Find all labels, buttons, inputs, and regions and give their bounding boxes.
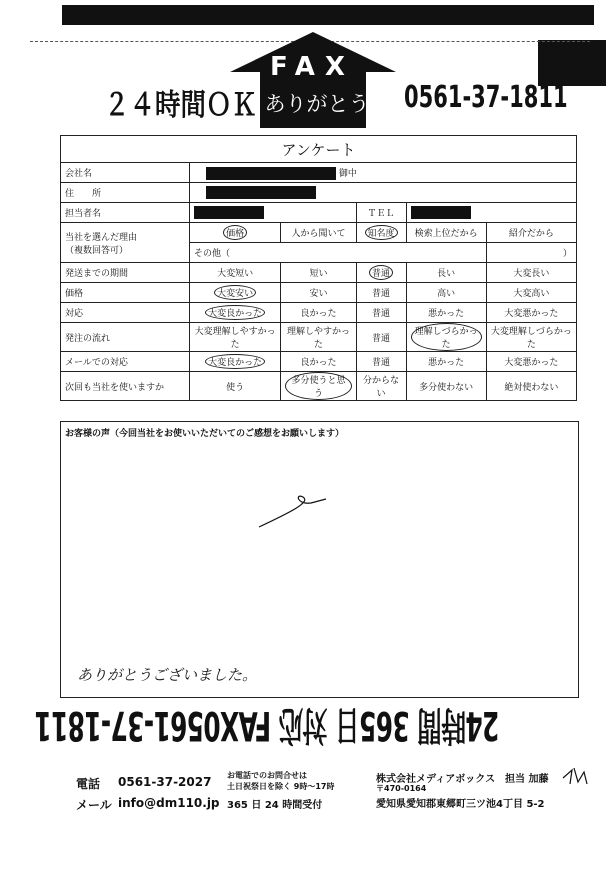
customer-voice-label: お客様の声（今回当社をお使いいただいてのご感想をお願いします）: [65, 429, 345, 439]
option-cell[interactable]: 普通: [356, 303, 406, 323]
mirrored-banner: 24時間 365日 対応 FAX0561-37-1811: [34, 702, 500, 748]
row-label: 価格: [61, 283, 190, 303]
option-cell[interactable]: 良かった: [281, 352, 356, 372]
footer-tel[interactable]: 0561-37-2027: [118, 775, 212, 789]
row-label: 発送までの期間: [61, 263, 190, 283]
company-suffix: 御中: [338, 168, 357, 179]
ok-24h: ２４時間ＯＫ: [104, 88, 257, 123]
option-cell[interactable]: 大変理解しやすかった: [190, 323, 281, 352]
reason-option[interactable]: 知名度: [356, 223, 406, 243]
option-cell[interactable]: 大変良かった: [190, 303, 281, 323]
footer-person: 担当 加藤: [505, 774, 549, 785]
footer-phone-note-1: お電話でのお問合せは: [227, 771, 307, 780]
option-cell[interactable]: 普通: [356, 283, 406, 303]
option-cell[interactable]: 短い: [281, 263, 356, 283]
row-label: 対応: [61, 303, 190, 323]
footer-company: 株式会社メディアボックス: [376, 774, 496, 785]
reason-option[interactable]: 紹介だから: [486, 223, 576, 243]
pen-stroke-icon: [251, 487, 371, 532]
option-cell[interactable]: 悪かった: [406, 303, 486, 323]
footer-mail-label: メール: [76, 798, 112, 812]
option-cell[interactable]: 大変悪かった: [486, 303, 576, 323]
contact-label: 担当者名: [61, 203, 190, 223]
reason-other-close: ）: [486, 243, 576, 263]
footer-address: 愛知県愛知郡東郷町三ツ池4丁目 5-2: [376, 799, 545, 810]
option-cell[interactable]: 普通: [356, 263, 406, 283]
company-field[interactable]: [190, 163, 577, 183]
survey-title: アンケート: [61, 136, 577, 163]
option-cell[interactable]: 絶対使わない: [486, 372, 576, 401]
option-cell[interactable]: 悪かった: [406, 352, 486, 372]
option-cell[interactable]: 使う: [190, 372, 281, 401]
footer-fax-note: 365 日 24 時間受付: [227, 800, 323, 811]
reason-option[interactable]: 価格: [190, 223, 281, 243]
tel-field[interactable]: [406, 203, 576, 223]
footer-phone-note-2: 土日祝祭日を除く 9時～17時: [227, 782, 335, 791]
footer-tel-label: 電話: [76, 777, 101, 791]
option-cell[interactable]: 大変良かった: [190, 352, 281, 372]
fax-title: FAX: [270, 52, 355, 82]
option-cell[interactable]: 理解しやすかった: [281, 323, 356, 352]
option-cell[interactable]: 良かった: [281, 303, 356, 323]
row-label: 次回も当社を使いますか: [61, 372, 190, 401]
company-label: 会社名: [61, 163, 190, 183]
option-cell[interactable]: 多分使わない: [406, 372, 486, 401]
address-label: 住 所: [61, 183, 190, 203]
reason-option[interactable]: 検索上位だから: [406, 223, 486, 243]
option-cell[interactable]: 高い: [406, 283, 486, 303]
reason-other[interactable]: その他（: [190, 243, 487, 263]
option-cell[interactable]: 大変安い: [190, 283, 281, 303]
option-cell[interactable]: 大変理解しづらかった: [486, 323, 576, 352]
footer-postal: 〒470-0164: [376, 784, 427, 793]
row-label: 発注の流れ: [61, 323, 190, 352]
contact-field[interactable]: [190, 203, 357, 223]
address-field[interactable]: [190, 183, 577, 203]
row-label: メールでの対応: [61, 352, 190, 372]
option-cell[interactable]: 大変高い: [486, 283, 576, 303]
option-cell[interactable]: 普通: [356, 352, 406, 372]
footer-mail[interactable]: info@dm110.jp: [118, 796, 220, 810]
signature-icon: [560, 764, 590, 788]
fax-thanks: ありがとう: [264, 92, 370, 116]
customer-voice-box[interactable]: [60, 421, 579, 698]
option-cell[interactable]: 分からない: [356, 372, 406, 401]
option-cell[interactable]: 大変悪かった: [486, 352, 576, 372]
fax-number: 0561-37-1811: [404, 80, 568, 115]
option-cell[interactable]: 長い: [406, 263, 486, 283]
redaction-bar-top: [62, 5, 594, 25]
option-cell[interactable]: 理解しづらかった: [406, 323, 486, 352]
option-cell[interactable]: 多分使うと思う: [281, 372, 356, 401]
customer-comment: ありがとうございました。: [77, 666, 258, 684]
tel-label: ＴＥＬ: [356, 203, 406, 223]
option-cell[interactable]: 安い: [281, 283, 356, 303]
option-cell[interactable]: 普通: [356, 323, 406, 352]
reason-option[interactable]: 人から聞いて: [281, 223, 356, 243]
option-cell[interactable]: 大変長い: [486, 263, 576, 283]
reason-label: 当社を選んだ理由 （複数回答可）: [61, 223, 190, 263]
option-cell[interactable]: 大変短い: [190, 263, 281, 283]
survey-table: [60, 135, 577, 401]
